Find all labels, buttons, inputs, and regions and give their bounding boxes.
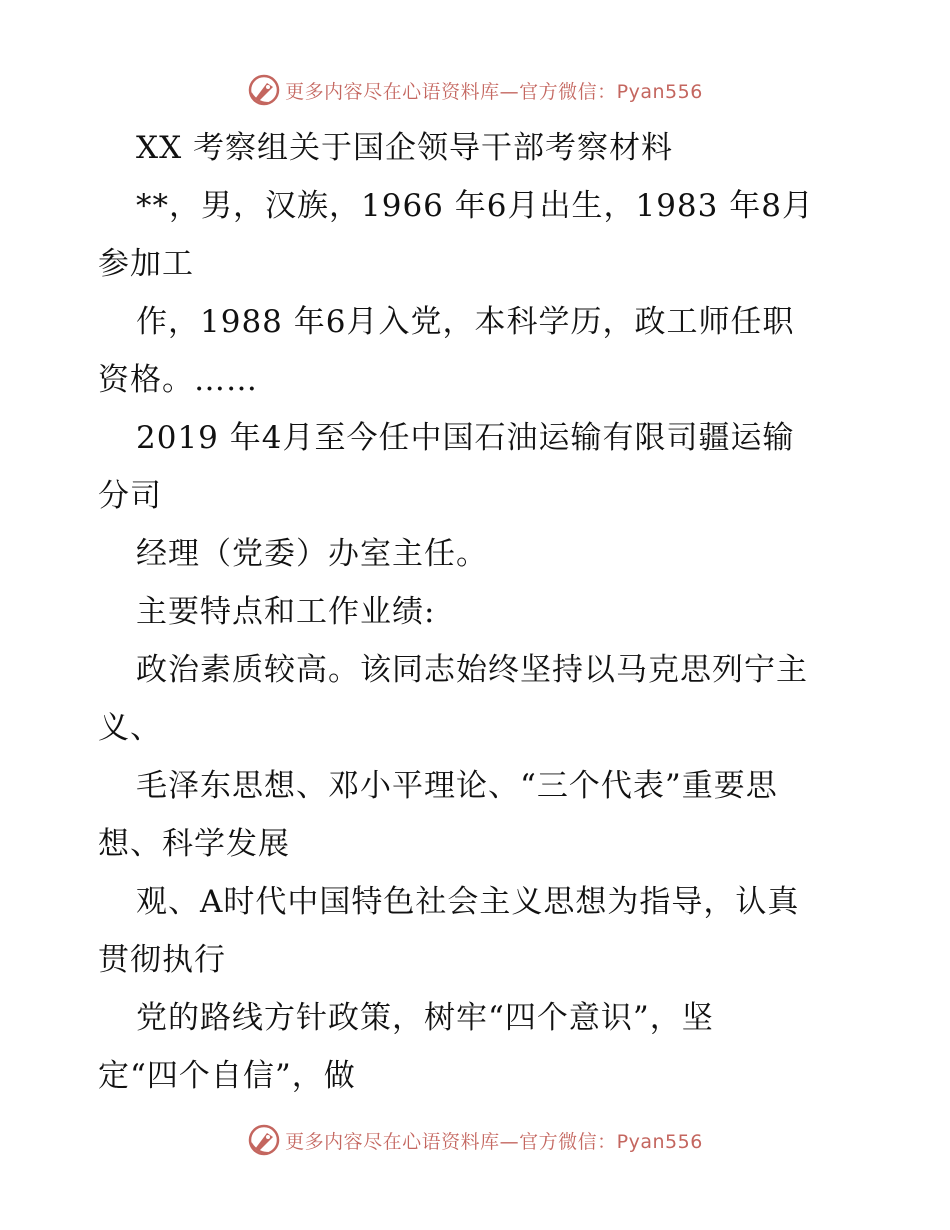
- text-line: 经理（党委）办室主任。: [136, 536, 488, 572]
- text-line: 参加工: [98, 246, 194, 282]
- text-line: 想、科学发展: [98, 826, 290, 862]
- text-line: 贯彻执行: [98, 942, 226, 978]
- pen-nib-logo-icon: [247, 1123, 281, 1157]
- text-line: 分司: [98, 478, 162, 514]
- header-banner: [0, 70, 950, 110]
- header-banner-text: 更多内容尽在心语资料库—官方微信：Pyan556: [285, 80, 703, 103]
- text-line: **，男，汉族，1966 年6月出生，1983 年8月: [136, 188, 814, 224]
- pen-nib-logo-icon: [247, 73, 281, 107]
- footer-banner-text: 更多内容尽在心语资料库—官方微信：Pyan556: [285, 1130, 703, 1153]
- text-line: 党的路线方针政策，树牢“四个意识”，坚: [136, 1000, 714, 1036]
- text-line: 定“四个自信”，做: [98, 1058, 356, 1094]
- text-line: 作，1988 年6月入党，本科学历，政工师任职: [136, 304, 795, 340]
- text-line: 义、: [98, 710, 162, 746]
- text-line: 政治素质较高。该同志始终坚持以马克思列宁主: [136, 652, 808, 688]
- text-line: 毛泽东思想、邓小平理论、“三个代表”重要思: [136, 768, 778, 804]
- text-line: 观、A时代中国特色社会主义思想为指导，认真: [136, 884, 800, 920]
- document-title: XX 考察组关于国企领导干部考察材料: [136, 130, 673, 166]
- text-line: 资格。……: [98, 362, 258, 398]
- footer-banner: [0, 1120, 950, 1160]
- section-heading: 主要特点和工作业绩:: [136, 594, 436, 630]
- text-line: 2019 年4月至今任中国石油运输有限司疆运输: [136, 420, 795, 456]
